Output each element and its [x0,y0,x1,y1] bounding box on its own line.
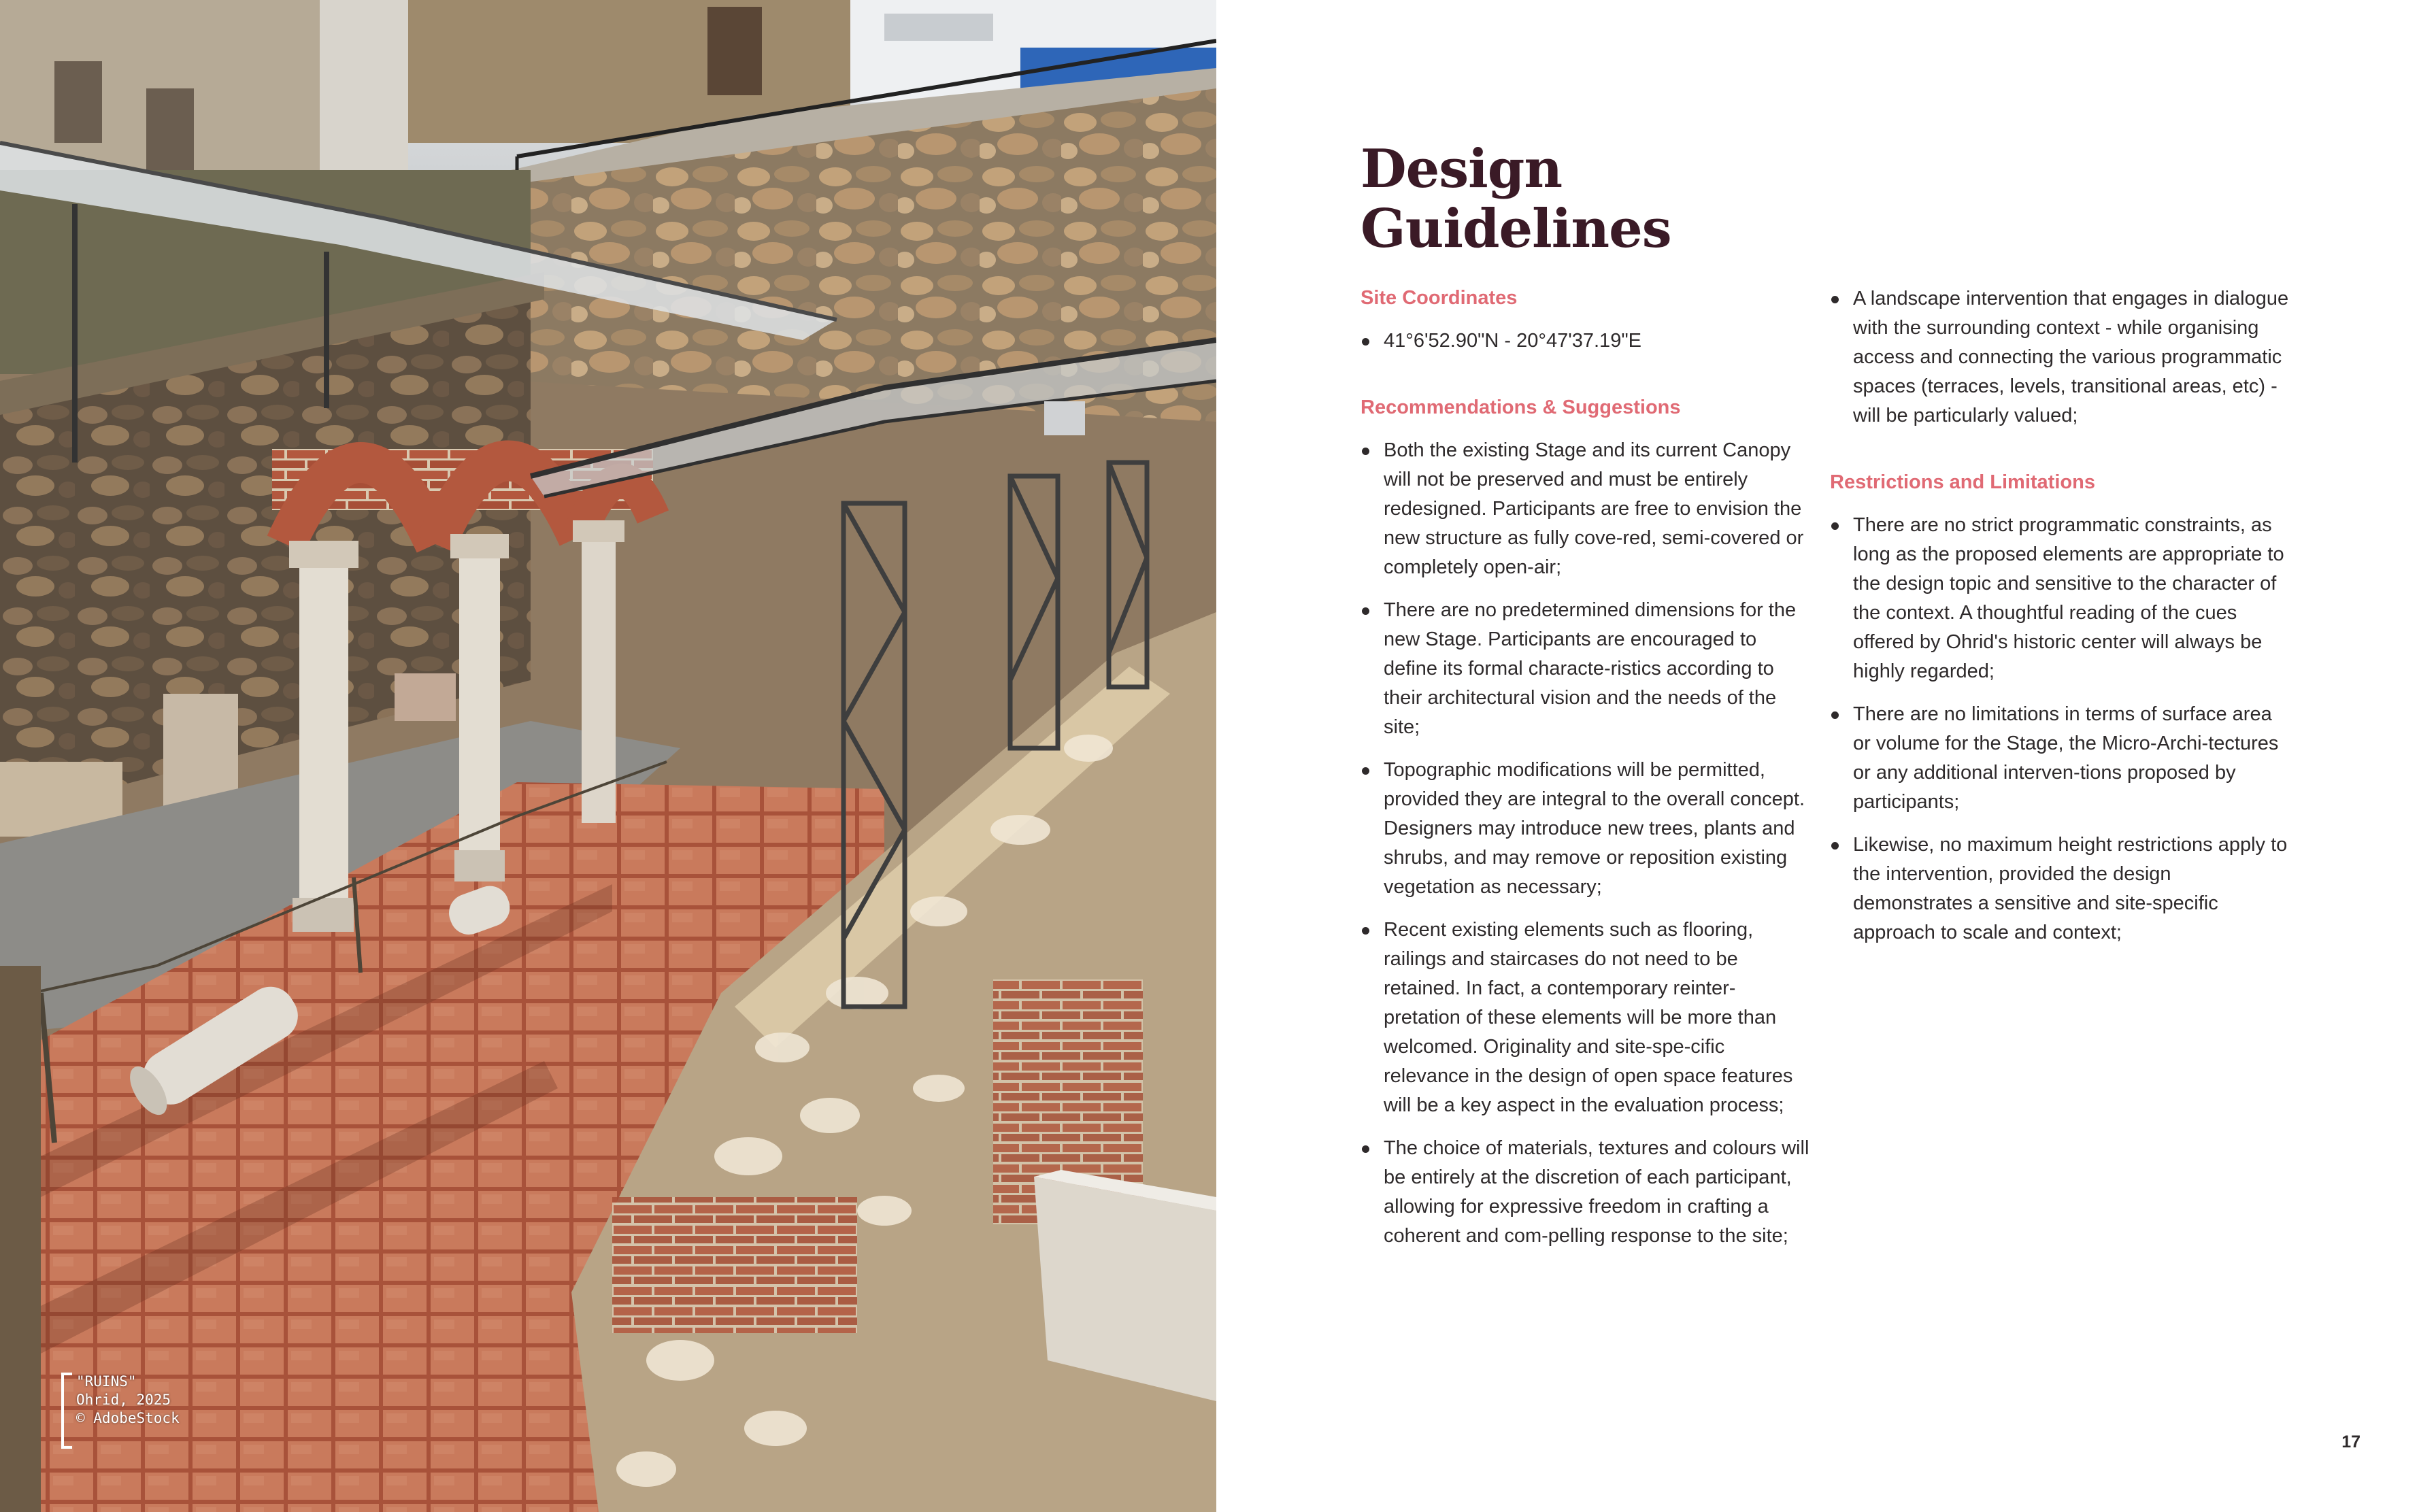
caption-location: Ohrid, 2025 [76,1392,171,1408]
page-number: 17 [2341,1432,2360,1451]
restrictions-heading: Restrictions and Limitations [1830,471,2095,493]
recommendations-list-continued [1830,284,2292,431]
list-item: There are no limitations in terms of surface area or volume for the Stage, the Micro-Archi-tectures or any additional interven-tions proposed by participants; [1830,700,2292,817]
list-item: Both the existing Stage and its current Canopy will not be preserved and must be entirely redesigned. Participants are free to envision the new structure as fully cove-red, semi-covered or completely open-air; [1361,436,1809,582]
restrictions-list [1830,511,2292,947]
caption-credit: © AdobeStock [76,1410,180,1426]
list-item: Likewise, no maximum height restrictions apply to the intervention, provided the design demonstrates a sensitive and site-specific approach to scale and context; [1830,830,2292,947]
text-column-right [1830,284,2292,986]
recommendations-heading: Recommendations & Suggestions [1361,397,1681,418]
caption-title: "RUINS" [76,1373,137,1390]
list-item: There are no strict programmatic constraints, as long as the proposed elements are appropriate to the design topic and sensitive to the character of the context. A thoughtful reading of the cues offered by Ohrid's historic center will always be highly regarded; [1830,511,2292,686]
coordinates-item: 41°6'52.90"N - 20°47'37.19"E [1361,326,1809,356]
list-item: Topographic modifications will be permitted, provided they are integral to the overall concept. Designers may introduce new trees, plants and shrubs, and may remove or reposition existing vegetation as necessary; [1361,756,1809,902]
recommendations-list [1361,436,1809,1251]
text-column-left [1361,284,1809,1289]
list-item: Recent existing elements such as flooring, railings and staircases do not need to be retained. In fact, a contemporary reinter-pretation of these elements will be more than welcomed. Originality and site-spe-cific relevance in the design of open space features will be a key aspect in the evaluation process; [1361,915,1809,1120]
list-item: There are no predetermined dimensions for the new Stage. Participants are encouraged to define its formal characte-ristics according to their architectural vision and the needs of the site; [1361,596,1809,742]
list-item: A landscape intervention that engages in dialogue with the surrounding context - while organising access and connecting the various programmatic spaces (terraces, levels, transitional areas, etc) - will be particularly valued; [1830,284,2292,431]
title-line-1: Design [1361,138,1563,200]
site-coordinates-heading: Site Coordinates [1361,287,1518,309]
title-line-2: Guidelines [1361,198,1671,260]
photo-caption [61,1373,180,1449]
site-coordinates-list [1361,326,1809,356]
page-title [1361,139,1905,259]
list-item: The choice of materials, textures and colours will be entirely at the discretion of each participant, allowing for expressive freedom in crafting a coherent and com-pelling response to the site; [1361,1134,1809,1251]
